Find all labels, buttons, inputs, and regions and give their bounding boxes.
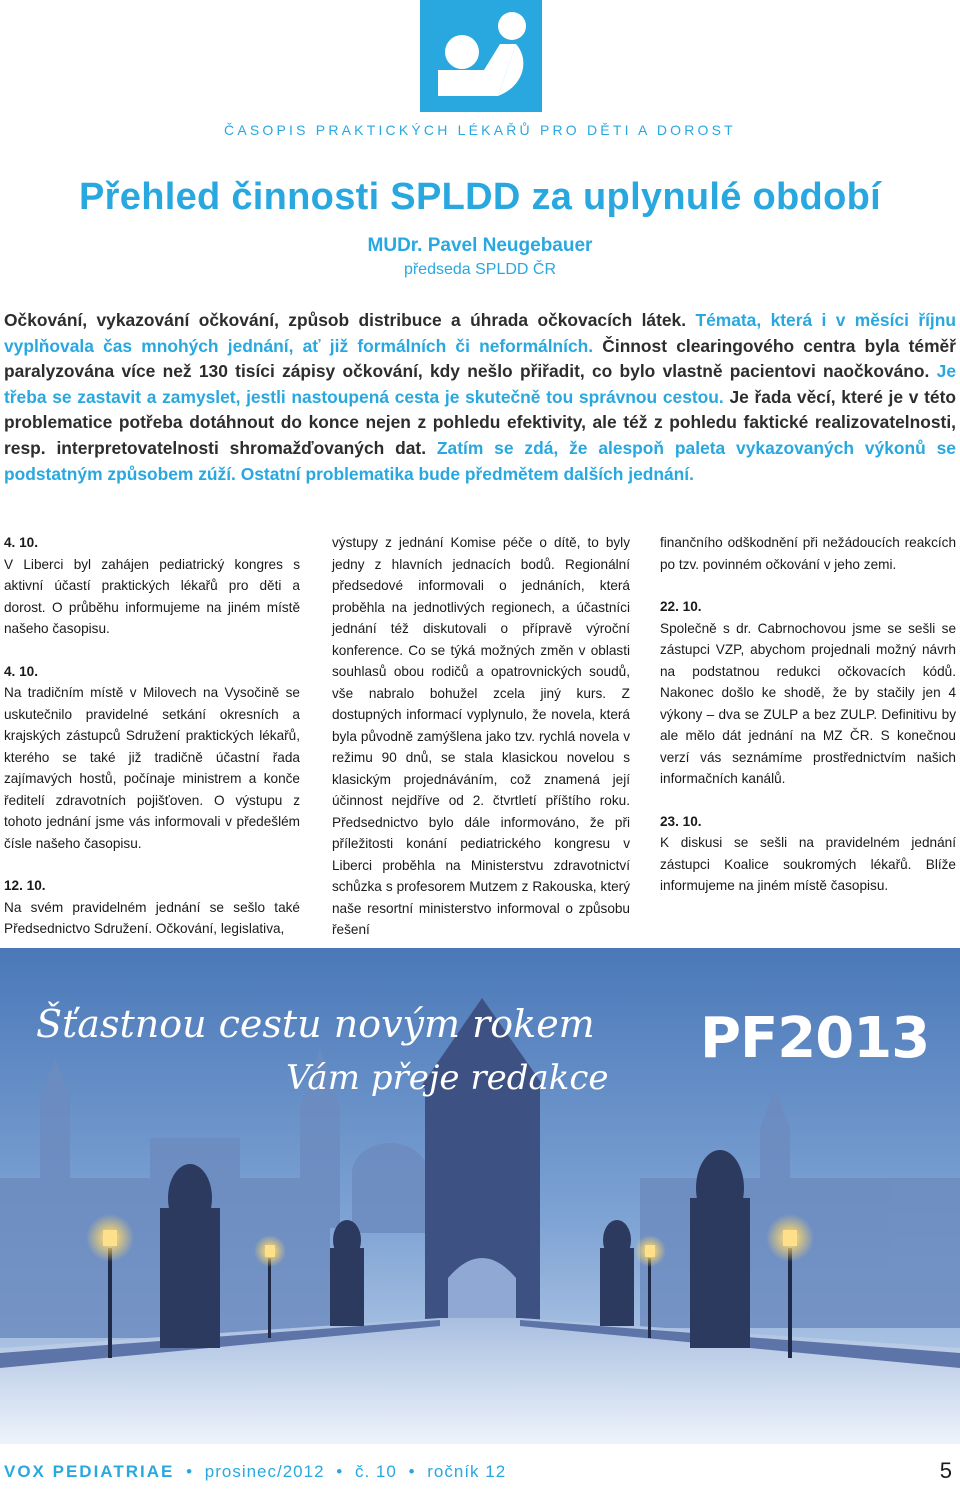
entry-text: K diskusi se sešli na pravidelném jednání zástupci Koalice soukromých lékařů. Blíže informujeme na jiném místě časopisu. [660, 835, 956, 893]
footer-issue-date: prosinec/2012 [204, 1462, 325, 1481]
page-number: 5 [939, 1458, 952, 1483]
pf2013-greeting-image [0, 948, 960, 1444]
entry-text: finančního odškodnění při nežádoucích reakcích po tzv. povinném očkování v jeho zemi. [660, 535, 956, 572]
footer-separator: • [408, 1462, 416, 1481]
page-footer [4, 1458, 952, 1488]
entry-date: 4. 10. [4, 535, 39, 550]
greeting-line-2: Vám přeje redakce [286, 1058, 609, 1098]
spldd-logo-icon [420, 0, 542, 112]
footer-volume: ročník 12 [427, 1462, 507, 1481]
lead-segment: Témata, která i v měsíci říjnu vyplňovala čas mnohých jednání, ať již formálních či neformálních. [4, 310, 957, 356]
entry-text: Společně s dr. Cabrnochovou jsme se sešli se zástupci VZP, abychom projednali možný návrh na podstatnou redukci očkovacích kódů. Nakonec došlo ke shodě, že by stačily jen 4 výkony – dva se ZULP a bez ZULP. Definitivu by ale mělo dát jednání na MZ ČR. S konečnou verzí vás seznámíme prostřednictvím našich informačních kanálů. [660, 620, 956, 786]
entry-text: výstupy z jednání Komise péče o dítě, to byly jedny z hlavních jednacích bodů. Regionální předsedové informovali o jednáních, která proběhla na jednotlivých regionech, a účastníci jednání též diskutovali o přípravě výroční konference. Co se týká možných změn v oblasti souhlasů obou rodičů a opatrovnických soudů, vše nabralo bohužel zcela jiný kurs. Z dostupných informací vyplynulo, že novela, která byla původně zamýšlena jako tzv. rychlá novela v režimu 90 dnů, se stala klasickou novelou s klasickým projednáváním, což znamená její účinnost nejdříve od 2. čtvrtletí příštího roku. Předsednictvo bylo dále informováno, že při příležitosti konání pediatrického kongresu v Liberci proběhla na Ministerstvu zdravotnictví schůzka s profesorem Mutzem z Rakouska, který naše resortní ministerstvo informoval o způsobu řešení [332, 535, 630, 937]
article-column-1 [4, 532, 300, 940]
author-role: předseda SPLDD ČR [403, 261, 557, 278]
greeting-line-1: Šťastnou cestu novým rokem [36, 1002, 595, 1046]
footer-issue-number: č. 10 [354, 1462, 397, 1481]
article-author: MUDr. Pavel Neugebauer [367, 235, 593, 256]
lead-segment: Je řada věcí, které je v této problematice potřeba dotáhnout do konce nejen z pohledu efektivity, ale též z pohledu faktické realizovatelnosti, resp. interpretovatelnosti shromažďovaných dat. [4, 386, 956, 458]
entry-date: 4. 10. [4, 663, 39, 679]
entry-date: 22. 10. [660, 599, 702, 614]
pf2013-badge: PF2013 [700, 1006, 930, 1071]
entry-text: V Liberci byl zahájen pediatrický kongres s aktivní účastí praktických lékařů pro děti a dorost. O průběhu informujeme na jiném místě našeho časopisu. [4, 556, 300, 636]
journal-name: ČASOPIS PRAKTICKÝCH LÉKAŘŮ PRO DĚTI A DOROST [224, 122, 736, 138]
footer-separator: • [186, 1462, 194, 1481]
entry-text: Na tradičním místě v Milovech na Vysočině se uskutečnilo pravidelné setkání okresních a krajských zástupců Sdružení praktických lékařů, kterého se také již tradičně účastní řada zajímavých hostů, počínaje ministrem a konče ředitelí zdravotních pojišťoven. O výstupu z tohoto jednání jsme vás informovali v předešlém čísle našeho časopisu. [4, 685, 300, 851]
article-column-3 [660, 532, 956, 897]
entry-date: 23. 10. [660, 813, 702, 829]
article-lead [4, 308, 956, 487]
journal-logo [420, 0, 542, 112]
footer-separator: • [336, 1462, 344, 1481]
entry-date: 12. 10. [4, 878, 46, 893]
lead-segment: Zatím se zdá, že alespoň paleta vykazovaných výkonů se podstatným způsobem zúží. Ostatní problematika bude předmětem dalších jednání. [4, 437, 956, 484]
footer-brand: VOX PEDIATRIAE [4, 1462, 175, 1481]
lead-segment: Očkování, vykazování očkování, způsob distribuce a úhrada očkovacích látek. [4, 310, 696, 330]
article-title: Přehled činnosti SPLDD za uplynulé období [79, 176, 881, 218]
lead-segment: Je třeba se zastavit a zamyslet, jestli nastoupená cesta je skutečně tou správnou cestou. [4, 361, 956, 407]
article-column-2 [332, 532, 630, 941]
entry-text: Na svém pravidelném jednání se sešlo také Předsednictvo Sdružení. Očkování, legislativa, [4, 899, 300, 936]
lead-segment: Činnost clearingového centra byla téměř paralyzována více než 130 tisíci zápisy očkování, kdy nešlo přiřadit, co bylo vlastně pacientovi naočkováno. [4, 335, 956, 382]
